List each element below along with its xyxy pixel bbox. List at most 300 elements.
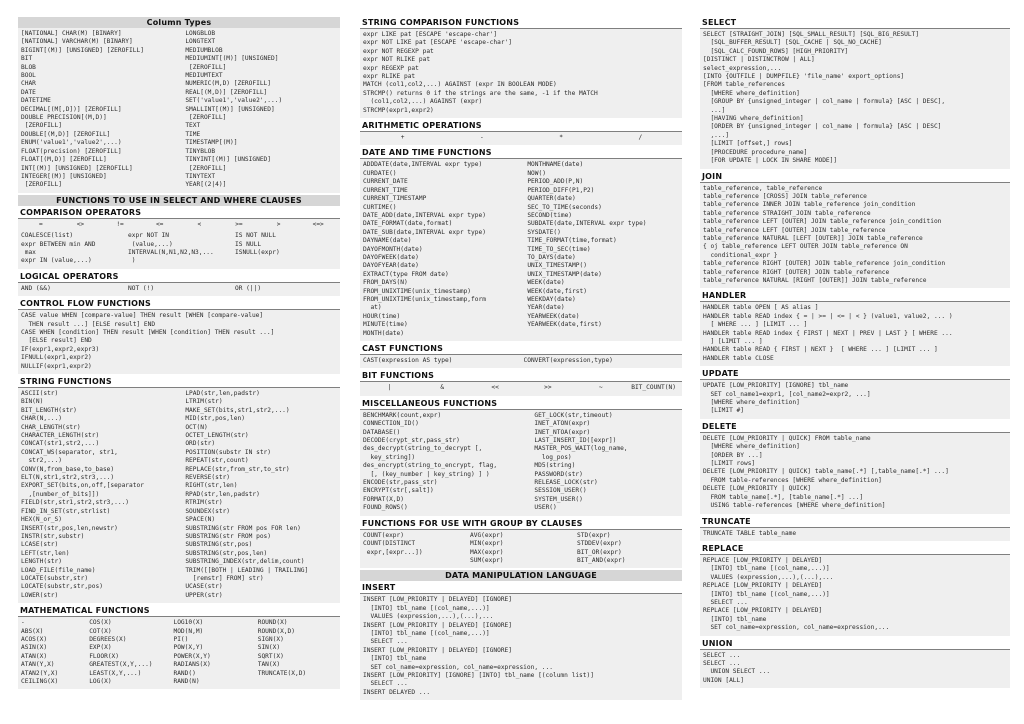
code-line: table_reference LEFT [OUTER] JOIN table_reference join_condition: [703, 218, 942, 226]
table-cell: RIGHT(str,len): [185, 482, 238, 490]
table-cell: ATAN(X): [21, 652, 48, 660]
code-line: [ WHERE ... ] [LIMIT ... ]: [703, 321, 808, 329]
code-line: IFNULL(expr1,expr2): [21, 354, 92, 362]
table-cell: GREATEST(X,Y,...): [89, 661, 153, 669]
table-cell: AND (&&): [21, 284, 51, 292]
table-cell: ENCODE(str,pass_str): [363, 479, 438, 487]
code-line: SET col_name=expression, col_name=expression,...: [703, 624, 890, 632]
table-cell: DATE_SUB(date,INTERVAL expr type): [363, 228, 486, 236]
code-line: REPLACE [LOW_PRIORITY | DELAYED]: [703, 582, 823, 590]
operator: <<: [491, 384, 499, 392]
section-title: JOIN: [700, 171, 1010, 183]
table-cell: LENGTH(str): [21, 558, 62, 566]
table-cell: ,[number_of_bits]]): [21, 490, 100, 498]
table-cell: des_decrypt(string_to_decrypt [,: [363, 445, 483, 453]
table-cell: FIELD(str,str1,str2,str3,...): [21, 499, 130, 507]
table-cell: UNIX_TIMESTAMP(date): [527, 270, 602, 278]
join-section: [700, 171, 1010, 289]
table-cell: CURTIME(): [363, 203, 397, 211]
table-cell: SQRT(X): [257, 652, 284, 660]
code-line: expr NOT LIKE pat [ESCAPE 'escape-char']: [363, 39, 513, 47]
table-cell: ADDDATE(date,INTERVAL expr type): [363, 161, 483, 169]
table-cell: SET('value1','value2',...): [185, 97, 283, 105]
table-cell: REPEAT(str,count): [185, 457, 249, 465]
table-cell: HOUR(time): [363, 312, 401, 320]
operator: <=: [155, 220, 164, 228]
string-comparison-section: [360, 17, 682, 118]
code-line: SELECT [STRAIGHT_JOIN] [SQL_SMALL_RESULT] [SQL_BIG_RESULT]: [703, 31, 920, 38]
bit-section: [360, 370, 682, 395]
section-title: Column Types: [18, 17, 340, 28]
code-line: [WHERE where_definition]: [703, 399, 800, 407]
code-line: table_reference, table_reference: [703, 184, 823, 192]
table-cell: ROUND(X): [257, 619, 288, 627]
table-cell: EXP(X): [89, 644, 112, 652]
table-cell: CURDATE(): [363, 169, 397, 177]
code-line: [INTO] tbl_name [(col_name,...)]: [703, 590, 830, 598]
table-cell: OCTET_LENGTH(str): [185, 432, 249, 440]
table-cell: YEARWEEK(date): [527, 312, 580, 320]
replace-section: [700, 543, 1010, 636]
table-cell: UCASE(str): [185, 583, 223, 591]
table-cell: REPLACE(str,from_str,to_str): [185, 465, 290, 473]
table-cell: MEDIUMINT[(M)] [UNSIGNED]: [185, 55, 279, 63]
code-line: [PROCEDURE procedure_name]: [703, 148, 808, 156]
table-cell: DAYNAME(date): [363, 237, 412, 245]
table-cell: SPACE(N): [185, 516, 216, 524]
table-cell: ATAN2(Y,X): [21, 669, 59, 677]
table-cell: REAL[(M,D)] [ZEROFILL]: [185, 88, 268, 96]
table-cell: TINYINT[(M)] [UNSIGNED]: [185, 156, 271, 164]
code-line: MATCH (col1,col2,...) AGAINST (expr IN BOOLEAN MODE): [363, 81, 557, 89]
code-line: [LIMIT rows]: [703, 460, 756, 468]
section-rows: [18, 617, 340, 689]
column-left: [18, 16, 340, 691]
section-rows: [18, 388, 340, 603]
code-line: STRCMP(expr1,expr2): [363, 106, 434, 114]
table-cell: AVG(expr): [470, 531, 504, 539]
code-line: VALUES (expression,...),(...),...: [703, 573, 834, 581]
table-cell: SUBSTRING(str,pos,len): [185, 549, 268, 557]
table-cell: CONNECTION_ID(): [363, 420, 419, 428]
table-cell: FLOAT(precision) [ZEROFILL]: [21, 147, 122, 155]
table-cell: CHAR_LENGTH(str): [21, 423, 81, 431]
code-line: REPLACE [LOW_PRIORITY | DELAYED]: [703, 556, 823, 564]
code-line: SELECT ...: [363, 638, 408, 646]
code-line: select_expression,...: [703, 64, 782, 72]
table-cell: ASCII(str): [21, 390, 59, 397]
code-line: table_reference INNER JOIN table_reference join_condition: [703, 201, 916, 209]
operator-row: [360, 382, 682, 395]
code-line: UNION [ALL]: [703, 676, 744, 684]
insert-section: [360, 582, 682, 700]
delete-section: [700, 421, 1010, 514]
math-functions-section: [18, 605, 340, 689]
code-line: [INTO] tbl_name: [703, 615, 767, 623]
table-cell: ISNULL(expr): [235, 248, 280, 256]
table-cell: PERIOD_ADD(P,N): [527, 178, 584, 186]
code-line: [FOR UPDATE | LOCK IN SHARE MODE]]: [703, 157, 838, 165]
table-cell: COUNT(DISTINCT: [363, 540, 416, 548]
code-line: INSERT [LOW_PRIORITY | DELAYED] [IGNORE]: [363, 596, 513, 604]
table-cell: FLOOR(X): [89, 652, 120, 660]
table-cell: INSERT(str,pos,len,newstr): [21, 524, 118, 532]
section-title: TRUNCATE: [700, 516, 1010, 528]
operator: +: [400, 134, 405, 142]
code-line: DELETE [LOW_PRIORITY | QUICK]: [703, 485, 812, 493]
table-cell: LAST_INSERT_ID([expr]): [534, 437, 617, 445]
table-cell: INTERVAL(N,N1,N2,N3,...: [128, 248, 214, 256]
table-cell: DATE: [21, 88, 36, 96]
table-cell: COALESCE(list): [21, 232, 74, 240]
section-rows: [360, 410, 682, 516]
table-cell: DATETIME: [21, 97, 51, 105]
table-cell: ORD(str): [185, 440, 216, 448]
table-cell: FORMAT(X,D): [363, 495, 404, 503]
table-cell: MAX(expr): [470, 548, 504, 556]
table-cell: OCT(N): [185, 423, 208, 431]
code-line: ...]: [703, 106, 726, 114]
table-cell: DAYOFWEEK(date): [363, 253, 419, 261]
table-cell: UNIX_TIMESTAMP(): [527, 262, 587, 270]
table-cell: SMALLINT[(M)] [UNSIGNED]: [185, 105, 275, 113]
table-cell: TAN(X): [257, 661, 281, 669]
table-cell: DOUBLE[(M,D)] [ZEROFILL]: [21, 130, 111, 138]
table-cell: WEEK(date,first): [527, 287, 587, 295]
operator: &: [440, 384, 445, 392]
table-cell: CURRENT_TIME: [363, 186, 408, 194]
table-cell: FIND_IN_SET(str,strlist): [21, 507, 111, 515]
table-cell: LOG(X): [89, 678, 112, 685]
table-cell: LOAD_FILE(file_name): [21, 566, 96, 574]
code-line: [INTO] tbl_name [(col_name,...)]: [363, 604, 490, 612]
section-title: INSERT: [360, 582, 682, 594]
table-cell: expr,[expr...]): [363, 548, 423, 556]
code-line: TRUNCATE TABLE table_name: [703, 529, 797, 537]
table-cell: expr NOT IN: [128, 232, 169, 240]
operator: >: [276, 220, 281, 228]
table-cell: OR (||): [235, 284, 262, 292]
table-cell: SESSION_USER(): [534, 487, 587, 495]
operator: >>: [544, 384, 552, 392]
table-cell: DOUBLE PRECISION[(M,D)]: [21, 114, 107, 122]
code-line: SET col_name1=expr1, [col_name2=expr2, ...]: [703, 390, 871, 398]
code-line: [LIMIT [offset,] rows]: [703, 140, 793, 148]
section-lines: [700, 528, 1010, 541]
code-line: table_reference NATURAL [LEFT [OUTER]] JOIN table_reference: [703, 234, 923, 242]
code-line: [ORDER BY {unsigned_integer | col_name | formula} [ASC | DESC]: [703, 123, 942, 131]
operator: /: [638, 134, 643, 142]
select-section: [700, 17, 1010, 169]
table-cell: WEEKDAY(date): [527, 295, 576, 303]
table-cell: ENUM('value1','value2',...): [21, 139, 122, 147]
table-cell: LTRIM(str): [185, 398, 223, 406]
table-cell: YEARWEEK(date,first): [527, 321, 602, 329]
table-cell: BOOL: [21, 72, 36, 80]
code-line: expr NOT RLIKE pat: [363, 56, 431, 64]
table-cell: COT(X): [89, 627, 112, 635]
table-cell: SYSTEM_USER(): [534, 495, 583, 503]
section-title: MISCELLANEOUS FUNCTIONS: [360, 398, 682, 410]
operator: <>: [76, 220, 85, 228]
arithmetic-section: [360, 120, 682, 145]
code-line: CASE value WHEN [compare-value] THEN result [WHEN [compare-value]: [21, 312, 264, 320]
table-cell: at): [363, 304, 382, 312]
table-cell: DECODE(crypt_str,pass_str): [363, 437, 460, 445]
table-cell: SEC_TO_TIME(seconds): [527, 203, 602, 211]
table-cell: USER(): [534, 504, 557, 512]
section-lines: [700, 380, 1010, 419]
code-line: HANDLER table CLOSE: [703, 354, 774, 362]
code-line: table_reference NATURAL [RIGHT [OUTER]] JOIN table_reference: [703, 276, 927, 284]
table-cell: SIN(X): [257, 644, 281, 652]
section-title: BIT FUNCTIONS: [360, 370, 682, 382]
table-cell: DEGREES(X): [89, 635, 127, 643]
code-line: { oj table_reference LEFT OUTER JOIN table_reference ON: [703, 243, 908, 251]
logical-section: [18, 271, 340, 296]
table-cell: ELT(N,str1,str2,str3,...): [21, 474, 115, 482]
section-rows: [18, 283, 340, 296]
code-line: FROM table_name[.*], [table_name[.*] ...]: [703, 493, 864, 501]
section-lines: [700, 183, 1010, 289]
dml-banner: DATA MANIPULATION LANGUAGE: [360, 570, 682, 581]
table-cell: SUBSTRING(str FROM pos FOR len): [185, 524, 301, 532]
table-cell: FROM_DAYS(N): [363, 279, 408, 287]
table-cell: INSTR(str,substr): [21, 532, 85, 540]
code-line: [WHERE where_definition]: [703, 443, 800, 451]
section-title: DELETE: [700, 421, 1010, 433]
table-cell: LOWER(str): [21, 591, 59, 599]
operator: <=>: [312, 220, 324, 228]
table-cell: [235, 257, 338, 265]
operator-row: [360, 132, 682, 145]
table-cell: MD5(string): [534, 462, 576, 470]
code-line: [LIMIT #]: [703, 407, 744, 415]
code-line: REPLACE [LOW_PRIORITY | DELAYED]: [703, 607, 823, 615]
operator: ~: [598, 384, 603, 392]
table-cell: FROM_UNIXTIME(unix_timestamp,form: [363, 295, 486, 303]
table-cell: INET_ATON(expr): [534, 420, 591, 428]
table-cell: EXTRACT(type FROM date): [363, 270, 449, 278]
section-lines: [700, 302, 1010, 366]
code-line: [DISTINCT | DISTINCTROW | ALL]: [703, 56, 815, 64]
section-title: ARITHMETIC OPERATIONS: [360, 120, 682, 132]
table-cell: BIT_OR(expr): [577, 548, 622, 556]
code-line: table_reference RIGHT [OUTER] JOIN table_reference join_condition: [703, 260, 946, 268]
section-lines: [360, 594, 682, 700]
table-cell: YEAR[(2|4)]: [185, 181, 227, 189]
table-cell: SIGN(X): [257, 635, 284, 643]
code-line: NULLIF(expr1,expr2): [21, 362, 92, 370]
table-cell: NOW(): [527, 169, 546, 177]
table-cell: DATE_FORMAT(date,format): [363, 220, 453, 228]
code-line: FROM table-references [WHERE where_definition]: [703, 476, 882, 484]
table-cell: DAYOFYEAR(date): [363, 262, 419, 270]
table-cell: [527, 330, 680, 338]
section-lines: [700, 650, 1010, 689]
table-cell: SYSDATE(): [527, 228, 561, 236]
code-line: [WHERE where_definition]: [703, 89, 800, 97]
table-cell: SECOND(time): [527, 211, 573, 219]
table-cell: SUBDATE(date,INTERVAL expr type): [527, 220, 647, 228]
table-cell: MASTER_POS_WAIT(log_name,: [534, 445, 628, 453]
code-line: THEN result ...] [ELSE result] END: [21, 320, 156, 328]
section-title: STRING COMPARISON FUNCTIONS: [360, 17, 682, 29]
code-line: HANDLER table OPEN [ AS alias ]: [703, 304, 819, 312]
table-cell: RAND(N): [173, 678, 200, 685]
table-cell: BENCHMARK(count,expr): [363, 411, 442, 419]
code-line: table_reference RIGHT [OUTER] JOIN table_reference: [703, 268, 890, 276]
table-cell: CURRENT_TIMESTAMP: [363, 195, 427, 203]
table-cell: DAYOFMONTH(date): [363, 245, 423, 253]
table-cell: [ZEROFILL]: [21, 122, 62, 130]
column-middle: [360, 16, 682, 702]
table-cell: EXPORT_SET(bits,on,off,[separator: [21, 482, 144, 490]
code-line: INSERT [LOW_PRIORITY | DELAYED] [IGNORE]: [363, 621, 513, 629]
code-line: conditional_expr }: [703, 251, 778, 259]
code-line: expr NOT REGEXP pat: [363, 47, 434, 55]
table-cell: CAST(expression AS type): [363, 357, 453, 364]
section-title: CAST FUNCTIONS: [360, 343, 682, 355]
cast-section: [360, 343, 682, 368]
section-lines: [700, 555, 1010, 636]
code-line: ,...]: [703, 131, 730, 139]
table-cell: FROM_UNIXTIME(unix_timestamp): [363, 287, 472, 295]
section-title: FUNCTIONS FOR USE WITH GROUP BY CLAUSES: [360, 518, 682, 530]
column-types-section: [18, 17, 340, 193]
operator: !=: [116, 220, 124, 228]
table-cell: [ZEROFILL]: [185, 164, 227, 172]
table-cell: TIME: [185, 130, 201, 138]
table-cell: -: [21, 619, 25, 627]
table-cell: DECIMAL[(M[,D])] [ZEROFILL]: [21, 105, 122, 113]
table-cell: [NATIONAL] VARCHAR(M) [BINARY]: [21, 38, 133, 46]
table-cell: TINYBLOB: [185, 147, 216, 155]
table-cell: COS(X): [89, 619, 112, 627]
table-cell: DATE_ADD(date,INTERVAL expr type): [363, 211, 486, 219]
code-line: table_reference [CROSS] JOIN table_reference: [703, 192, 867, 200]
table-cell: IS NOT NULL: [235, 232, 276, 240]
operator: BIT_COUNT(N): [631, 384, 676, 392]
table-cell: [363, 557, 466, 565]
operator: |: [387, 384, 392, 392]
code-line: HANDLER table READ index { FIRST | NEXT | PREV | LAST } [ WHERE ...: [703, 329, 953, 337]
table-cell: FLOAT[(M,D)] [ZEROFILL]: [21, 156, 107, 164]
table-cell: CHARACTER_LENGTH(str): [21, 432, 100, 440]
section-lines: [700, 433, 1010, 514]
table-cell: LEFT(str,len): [21, 549, 70, 557]
table-cell: ENCRYPT(str[,salt]): [363, 487, 434, 495]
section-rows: [21, 232, 338, 266]
table-cell: BIT_AND(expr): [577, 556, 626, 564]
table-cell: RPAD(str,len,padstr): [185, 490, 260, 498]
table-cell: ASIN(X): [21, 644, 48, 652]
table-cell: ROUND(X,D): [257, 627, 295, 635]
section-lines: [360, 29, 682, 118]
operator: <: [197, 220, 202, 228]
update-section: [700, 368, 1010, 419]
table-cell: ATAN(Y,X): [21, 661, 55, 669]
table-cell: RAND(): [173, 669, 196, 677]
date-time-section: [360, 147, 682, 341]
table-cell: ): [128, 257, 136, 265]
section-title: COMPARISON OPERATORS: [18, 207, 340, 219]
table-cell: GET_LOCK(str,timeout): [534, 411, 613, 419]
table-cell: TIME_FORMAT(time,format): [527, 237, 617, 245]
table-cell: SUBSTRING(str FROM pos): [185, 532, 271, 540]
string-functions-section: [18, 376, 340, 603]
table-cell: (value,...): [128, 240, 173, 248]
section-rows: [18, 28, 340, 193]
table-cell: RADIANS(X): [173, 661, 211, 669]
section-title: LOGICAL OPERATORS: [18, 271, 340, 283]
section-rows: [360, 355, 682, 368]
section-title: UPDATE: [700, 368, 1010, 380]
table-cell: MOD(N,M): [173, 627, 204, 635]
operator-row: [21, 221, 338, 229]
table-cell: max: [21, 248, 36, 256]
table-cell: PERIOD_DIFF(P1,P2): [527, 186, 595, 194]
code-line: [FROM table_references: [703, 81, 785, 89]
code-line: ] [LIMIT ... ]: [703, 338, 763, 345]
table-cell: LEAST(X,Y,...): [89, 669, 142, 677]
section-title: HANDLER: [700, 290, 1010, 302]
code-line: [INTO] tbl_name: [363, 655, 427, 663]
table-cell: QUARTER(date): [527, 195, 576, 203]
table-cell: BIT_LENGTH(str): [21, 406, 77, 414]
table-cell: MID(str,pos,len): [185, 415, 245, 423]
table-cell: TRIM([[BOTH | LEADING | TRAILING]: [185, 566, 309, 574]
table-cell: INET_NTOA(expr): [534, 428, 591, 436]
table-cell: CEILING(X): [21, 678, 59, 685]
table-cell: UPPER(str): [185, 591, 223, 599]
table-cell: [ZEROFILL]: [185, 63, 227, 71]
operator: >=: [235, 220, 243, 228]
code-line: UPDATE [LOW_PRIORITY] [IGNORE] tbl_name: [703, 382, 849, 390]
table-cell: LONGBLOB: [185, 30, 216, 37]
table-cell: CONCAT(str1,str2,...): [21, 440, 100, 448]
code-line: HANDLER table READ index { = | >= | <= | < } (value1, value2, ... ): [703, 312, 953, 320]
table-cell: SOUNDEX(str): [185, 507, 231, 515]
code-line: SELECT ...: [703, 598, 748, 606]
table-cell: CURRENT_DATE: [363, 178, 408, 186]
table-cell: LOG10(X): [173, 619, 204, 627]
code-line: [ORDER BY ...]: [703, 451, 763, 459]
table-cell: TEXT: [185, 122, 201, 130]
section-title: UNION: [700, 638, 1010, 650]
code-line: VALUES (expression,...),(...),...: [363, 613, 494, 621]
section-title: MATHEMATICAL FUNCTIONS: [18, 605, 340, 617]
table-cell: STDDEV(expr): [577, 540, 622, 548]
code-line: [INTO] tbl_name [(col_name,...)]: [703, 565, 830, 573]
section-title: DATE AND TIME FUNCTIONS: [360, 147, 682, 159]
operator: *: [559, 134, 563, 142]
table-cell: POWER(X,Y): [173, 652, 211, 660]
misc-section: [360, 398, 682, 516]
code-line: table_reference STRAIGHT_JOIN table_reference: [703, 209, 871, 217]
table-cell: MIN(expr): [470, 540, 504, 548]
operator: =: [38, 220, 43, 228]
code-line: SELECT ...: [703, 659, 741, 667]
table-cell: NOT (!): [128, 284, 155, 292]
table-cell: log_pos): [534, 453, 572, 461]
code-line: [GROUP BY {unsigned_integer | col_name | formula} [ASC | DESC],: [703, 98, 946, 106]
code-line: (col1,col2,...) AGAINST (expr): [363, 98, 483, 106]
table-cell: TIMESTAMP[(M)]: [185, 139, 238, 147]
table-cell: REVERSE(str): [185, 474, 231, 482]
control-flow-section: [18, 298, 340, 374]
code-line: table_reference LEFT [OUTER] JOIN table_reference: [703, 226, 886, 234]
